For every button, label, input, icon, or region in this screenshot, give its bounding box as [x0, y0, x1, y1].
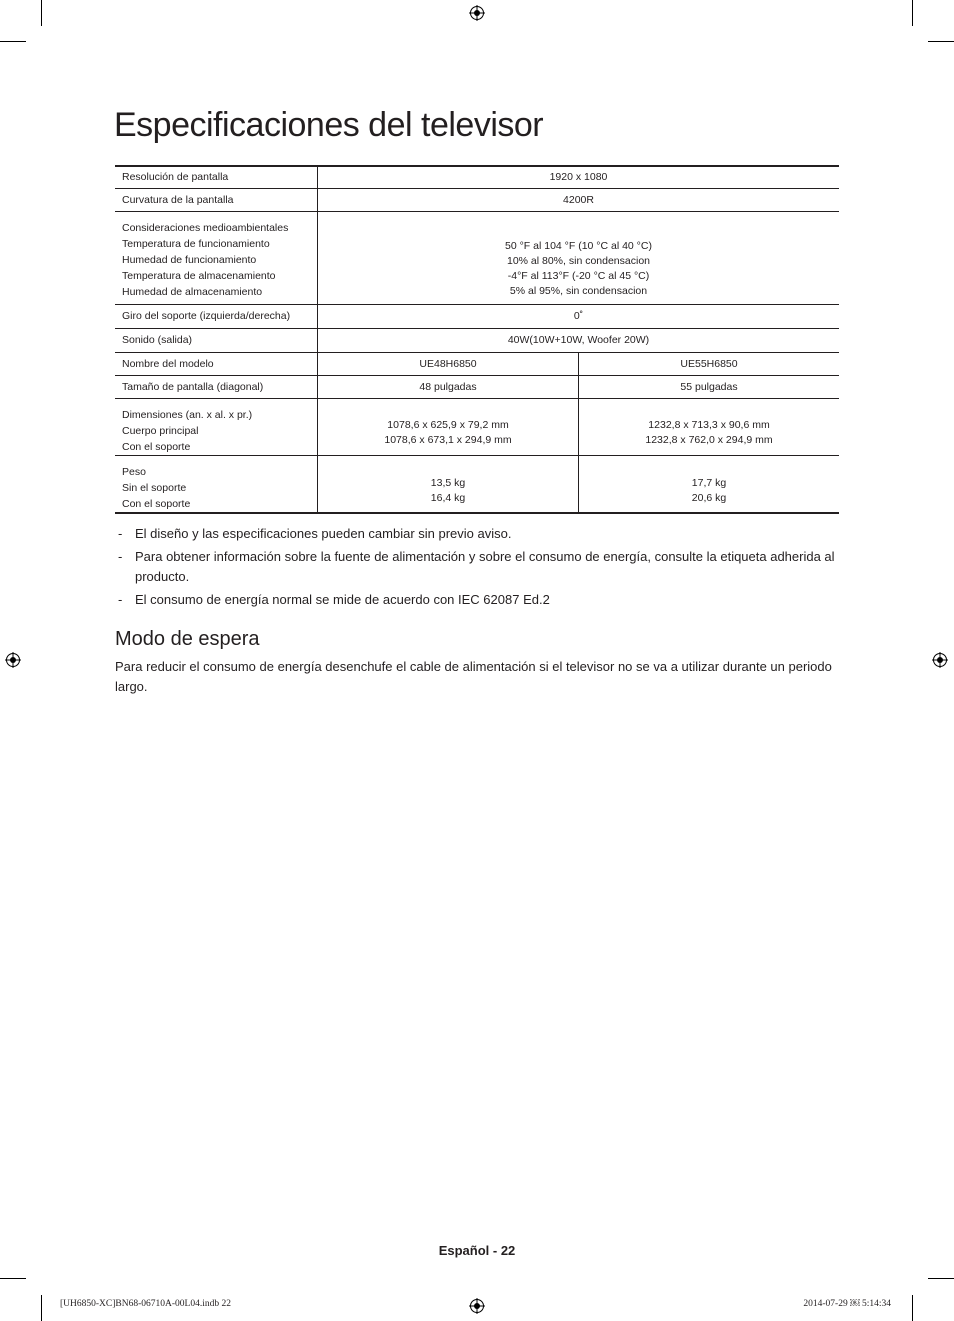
label-line: Temperatura de funcionamiento	[122, 237, 270, 250]
list-item	[115, 590, 835, 610]
row-label: Curvatura de la pantalla	[115, 188, 318, 211]
row-label: Tamaño de pantalla (diagonal)	[115, 375, 318, 398]
value-line: 16,4 kg	[430, 491, 466, 504]
model-b-value: 55 pulgadas	[579, 375, 840, 398]
label-line: Humedad de funcionamiento	[122, 253, 257, 266]
crop-mark	[0, 1278, 26, 1279]
label-line: Temperatura de almacenamiento	[122, 269, 276, 282]
row-label	[115, 398, 318, 455]
value-line: 1078,6 x 673,1 x 294,9 mm	[384, 433, 512, 446]
model-a-value: 48 pulgadas	[318, 375, 579, 398]
dash-bullet: -	[118, 549, 123, 564]
label-line: Cuerpo principal	[122, 424, 199, 437]
row-label: Nombre del modelo	[115, 352, 318, 375]
row-value: 4200R	[318, 188, 840, 211]
table-row	[115, 352, 839, 375]
table-row	[115, 188, 839, 211]
value-line: 20,6 kg	[691, 491, 727, 504]
model-a-value	[318, 455, 579, 513]
label-line: Dimensiones (an. x al. x pr.)	[122, 408, 253, 421]
row-value: 1920 x 1080	[318, 166, 840, 188]
value-line: 1078,6 x 625,9 x 79,2 mm	[387, 418, 509, 431]
note-text: El consumo de energía normal se mide de acuerdo con IEC 62087 Ed.2	[135, 592, 550, 607]
registration-mark-icon	[5, 652, 21, 668]
section-text: Para reducir el consumo de energía desenchufe el cable de alimentación si el televisor no se va a utilizar durante un periodo largo.	[115, 659, 832, 694]
dash-bullet: -	[118, 592, 123, 607]
table-row	[115, 211, 839, 304]
model-a-value: UE48H6850	[318, 352, 579, 375]
page-title: Especificaciones del televisor	[114, 106, 544, 144]
model-b-value	[579, 455, 840, 513]
note-text: Para obtener información sobre la fuente de alimentación y sobre el consumo de energía, consulte la etiqueta adherida al producto.	[135, 549, 835, 584]
dash-bullet: -	[118, 526, 123, 541]
table-row	[115, 375, 839, 398]
model-b-value	[579, 398, 840, 455]
registration-mark-icon	[932, 652, 948, 668]
value-line: 1232,8 x 762,0 x 294,9 mm	[645, 433, 773, 446]
table-row	[115, 455, 839, 513]
label-line: Consideraciones medioambientales	[122, 221, 289, 234]
crop-mark	[0, 41, 26, 42]
row-value	[318, 211, 840, 304]
value-line: 1232,8 x 713,3 x 90,6 mm	[648, 418, 770, 431]
value-line: 17,7 kg	[691, 476, 727, 489]
notes-list	[115, 524, 835, 613]
value-line: 10% al 80%, sin condensacion	[506, 254, 650, 267]
value-line: 13,5 kg	[430, 476, 466, 489]
model-a-value	[318, 398, 579, 455]
value-line: 5% al 95%, sin condensacion	[509, 284, 648, 297]
list-item	[115, 524, 835, 544]
registration-mark-icon	[469, 5, 485, 21]
registration-mark-icon	[469, 1298, 485, 1314]
row-value: 0˚	[318, 304, 840, 328]
row-label: Resolución de pantalla	[115, 166, 318, 188]
crop-mark	[928, 41, 954, 42]
table-row	[115, 166, 839, 188]
print-slug-date: 2014-07-29 ￼ 5:14:34	[803, 1299, 891, 1309]
section-heading: Modo de espera	[115, 628, 260, 650]
value-line: 50 °F al 104 °F (10 °C al 40 °C)	[505, 239, 652, 252]
crop-mark	[912, 0, 913, 26]
label-line: Sin el soporte	[122, 481, 187, 494]
label-line: Humedad de almacenamiento	[122, 285, 263, 298]
row-value: 40W(10W+10W, Woofer 20W)	[318, 328, 840, 352]
table-row	[115, 304, 839, 328]
crop-mark	[912, 1295, 913, 1321]
note-text: El diseño y las especificaciones pueden cambiar sin previo aviso.	[135, 526, 512, 541]
page-number: Español - 22	[438, 1243, 516, 1258]
row-label: Giro del soporte (izquierda/derecha)	[115, 304, 318, 328]
crop-mark	[41, 0, 42, 26]
list-item	[115, 547, 835, 587]
table-row	[115, 398, 839, 455]
table-row	[115, 328, 839, 352]
label-line: Peso	[122, 465, 146, 478]
label-line: Con el soporte	[122, 440, 191, 453]
crop-mark	[928, 1278, 954, 1279]
spec-table	[115, 165, 839, 514]
row-label	[115, 455, 318, 513]
value-line: -4°F al 113°F (-20 °C al 45 °C)	[507, 269, 650, 282]
crop-mark	[41, 1295, 42, 1321]
print-slug-file: [UH6850-XC]BN68-06710A-00L04.indb 22	[60, 1299, 231, 1309]
label-line: Con el soporte	[122, 497, 191, 510]
row-label: Sonido (salida)	[115, 328, 318, 352]
model-b-value: UE55H6850	[579, 352, 840, 375]
row-label	[115, 211, 318, 304]
